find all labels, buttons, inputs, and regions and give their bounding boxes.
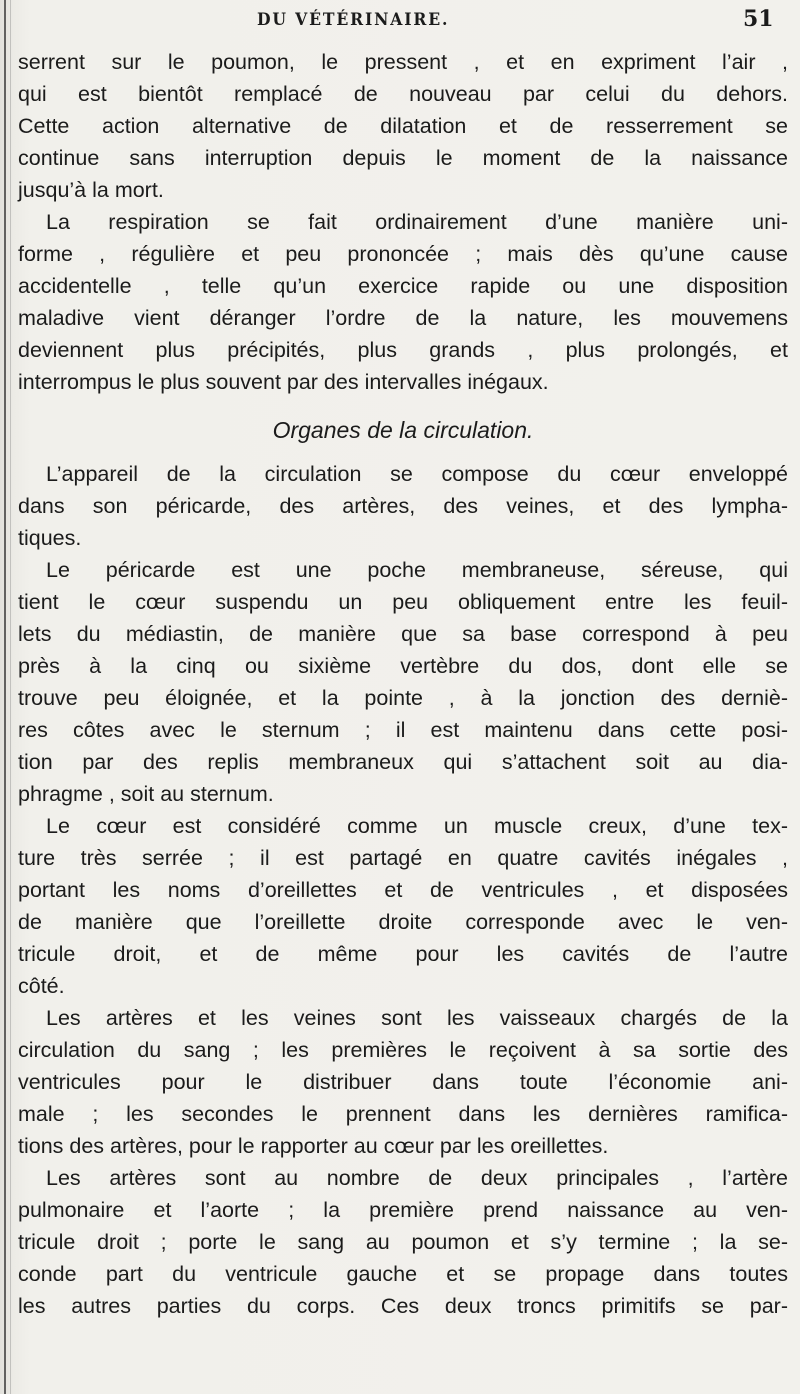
- text-line: pulmonaire et l’aorte ; la première prend naissance au ven-: [18, 1198, 788, 1222]
- text-line: Le péricarde est une poche membraneuse, séreuse, qui: [46, 558, 788, 582]
- text-line: tricule droit ; porte le sang au poumon et s’y termine ; la se-: [18, 1230, 788, 1254]
- running-title: DU VÉTÉRINAIRE.: [257, 10, 450, 30]
- text-line: La respiration se fait ordinairement d’une manière uni-: [46, 210, 788, 234]
- text-line: tion par des replis membraneux qui s’attachent soit au dia-: [18, 750, 788, 774]
- text-line: serrent sur le poumon, le pressent , et en expriment l’air ,: [18, 50, 788, 74]
- paragraph: [18, 810, 788, 1002]
- text-line: accidentelle , telle qu’un exercice rapide ou une disposition: [18, 274, 788, 298]
- text-line: res côtes avec le sternum ; il est maintenu dans cette posi-: [18, 718, 788, 742]
- text-line: interrompus le plus souvent par des intervalles inégaux.: [18, 370, 549, 394]
- text-line: continue sans interruption depuis le moment de la naissance: [18, 146, 788, 170]
- text-line: qui est bientôt remplacé de nouveau par celui du dehors.: [18, 82, 788, 106]
- text-line: ventricules pour le distribuer dans toute l’économie ani-: [18, 1070, 788, 1094]
- text-line: trouve peu éloignée, et la pointe , à la jonction des derniè-: [18, 686, 788, 710]
- page-number: 51: [743, 6, 774, 32]
- paragraph: [18, 1162, 788, 1322]
- text-line: Cette action alternative de dilatation et de resserrement se: [18, 114, 788, 138]
- text-line: Les artères et les veines sont les vaisseaux chargés de la: [46, 1006, 788, 1030]
- paragraph: [18, 458, 788, 554]
- body-text: [18, 46, 788, 1322]
- text-line: male ; les secondes le prennent dans les dernières ramifica-: [18, 1102, 788, 1126]
- gutter-shadow: [4, 0, 6, 1394]
- paragraph: [18, 1002, 788, 1162]
- text-line: les autres parties du corps. Ces deux troncs primitifs se par-: [18, 1294, 788, 1318]
- gutter-edge: [10, 0, 11, 1394]
- text-line: lets du médiastin, de manière que sa base correspond à peu: [18, 622, 788, 646]
- text-line: maladive vient déranger l’ordre de la nature, les mouvemens: [18, 306, 788, 330]
- text-line: phragme , soit au sternum.: [18, 782, 274, 806]
- section-heading: Organes de la circulation.: [272, 417, 534, 443]
- text-line: portant les noms d’oreillettes et de ventricules , et disposées: [18, 878, 788, 902]
- paragraph: [18, 206, 788, 398]
- text-line: ture très serrée ; il est partagé en quatre cavités inégales ,: [18, 846, 788, 870]
- text-line: tions des artères, pour le rapporter au cœur par les oreillettes.: [18, 1134, 609, 1158]
- running-head: [0, 2, 800, 46]
- text-line: tiques.: [18, 526, 82, 550]
- text-line: côté.: [18, 974, 65, 998]
- text-line: dans son péricarde, des artères, des veines, et des lympha-: [18, 494, 788, 518]
- paragraph: [18, 46, 788, 206]
- text-line: Les artères sont au nombre de deux principales , l’artère: [46, 1166, 788, 1190]
- text-line: Le cœur est considéré comme un muscle creux, d’une tex-: [46, 814, 788, 838]
- text-line: près à la cinq ou sixième vertèbre du dos, dont elle se: [18, 654, 788, 678]
- paragraph: [18, 554, 788, 810]
- text-line: circulation du sang ; les premières le reçoivent à sa sortie des: [18, 1038, 788, 1062]
- text-line: tricule droit, et de même pour les cavités de l’autre: [18, 942, 788, 966]
- text-line: forme , régulière et peu prononcée ; mais dès qu’une cause: [18, 242, 788, 266]
- text-line: tient le cœur suspendu un peu obliquement entre les feuil-: [18, 590, 788, 614]
- text-line: deviennent plus précipités, plus grands , plus prolongés, et: [18, 338, 788, 362]
- text-line: jusqu’à la mort.: [18, 178, 164, 202]
- text-line: de manière que l’oreillette droite corresponde avec le ven-: [18, 910, 788, 934]
- text-line: conde part du ventricule gauche et se propage dans toutes: [18, 1262, 788, 1286]
- text-line: L’appareil de la circulation se compose du cœur enveloppé: [46, 462, 788, 486]
